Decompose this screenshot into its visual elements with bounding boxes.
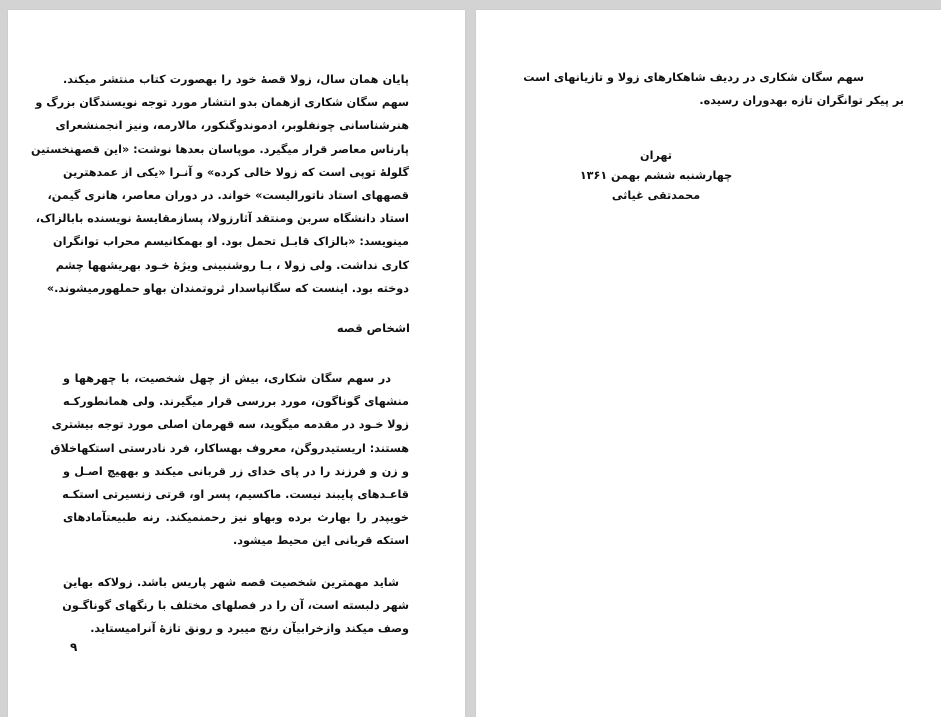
text-line: منشهای گوناگون، مورد بررسی قرار میگیرند. ولی همانطورکـه bbox=[63, 395, 409, 409]
text-line: دوخته بود. اینست که سگانپاسدار ثروتمندان بهاو حملهورمیشوند.» bbox=[46, 281, 409, 295]
text-line: زولا خـود در مقدمه میگوید، سه قهرمان اصلی مورد توجه بیشتری bbox=[51, 418, 409, 432]
section-heading: اشخاص قصه bbox=[336, 321, 410, 335]
text-line: پایان همان سال، زولا قصهٔ خود را بهصورت کتاب منتشر میکند. bbox=[63, 73, 409, 86]
signature-name: محمدتقی غیاثی bbox=[611, 189, 701, 202]
signature-date: چهارشنبه ششم بهمن ۱۳۶۱ bbox=[579, 169, 733, 182]
text-line: و زن و فرزند را در پای خدای زر قربانی میکند و بههیچ اصـل و bbox=[63, 464, 409, 478]
signature-block bbox=[566, 146, 746, 206]
text-line: کاری نداشت. ولی زولا ، بـا روشنبینی ویژهٔ خـود بهریشهها چشم bbox=[55, 258, 409, 272]
text-line: مینویسد: «بالزاک قابـل تحمل بود. او بهمکانیسم محراب توانگران bbox=[53, 235, 409, 249]
closing-paragraph bbox=[524, 66, 904, 112]
signature-city: تهران bbox=[640, 149, 672, 162]
text-line: سهم سگان شکاری ازهمان بدو انتشار مورد توجه نویسندگان بزرگ و bbox=[35, 96, 409, 110]
text-line: شاید مهمترین شخصیت قصه شهر پاریس باشد. زولاکه بهاین bbox=[63, 576, 399, 589]
text-line: پارناس معاصر قرار میگیرد. موپاسان بعدها نوشت: «این قصهنخستین bbox=[31, 142, 409, 156]
left-page bbox=[8, 10, 465, 717]
text-line: وصف میکند وازخرابیآن رنج میبرد و رونق تازهٔ آنرامیستاید. bbox=[90, 622, 409, 636]
text-line: بر پیکر توانگران تازه بهدوران رسیده. bbox=[699, 94, 904, 107]
text-line: استاد دانشگاه سربن ومنتقد آثارزولا، پسازمقایسهٔ نویسنده بابالزاک، bbox=[35, 212, 409, 226]
text-line: هنرشناسانی چونفلوبر، ادموندوگنکور، مالارمه، ونیز انجمنشعرای bbox=[55, 119, 409, 133]
right-page bbox=[476, 10, 941, 717]
characters-paragraph bbox=[50, 367, 409, 553]
text-line: در سهم سگان شکاری، بیش از چهل شخصیت، با چهرهها و bbox=[63, 372, 391, 385]
text-line: گلولهٔ توپی است که زولا خالی کرده» و آنـرا «یکی از عمدهترین bbox=[63, 165, 409, 179]
text-line: استکه قربانی این محیط میشود. bbox=[232, 534, 409, 548]
text-line: هستند: اریستیدروگن، معروف بهساکار، فرد نادرستی استکهاخلاق bbox=[50, 441, 409, 455]
page-number: ۹ bbox=[70, 640, 78, 654]
text-line: سهم سگان شکاری در ردیف شاهکارهای زولا و تازیانهای است bbox=[523, 71, 864, 84]
text-line: قصههای استاد ناتورالیست» خواند. در دوران معاصر، هانری گیمن، bbox=[47, 189, 409, 203]
text-line: خویپدر را بهارث برده وبهاو نیز رحمنمیکند. رنه طبیعتآمادهای bbox=[63, 511, 409, 525]
text-line: شهر دلبسته است، آن را در فصلهای مختلف با رنگهای گوناگـون bbox=[62, 599, 409, 613]
text-line: قاعـدهای پایبند نیست. ماکسیم، پسر او، قرتی زنسیرتی استکـه bbox=[62, 488, 409, 502]
intro-paragraph bbox=[31, 68, 409, 300]
city-paragraph bbox=[63, 571, 409, 641]
